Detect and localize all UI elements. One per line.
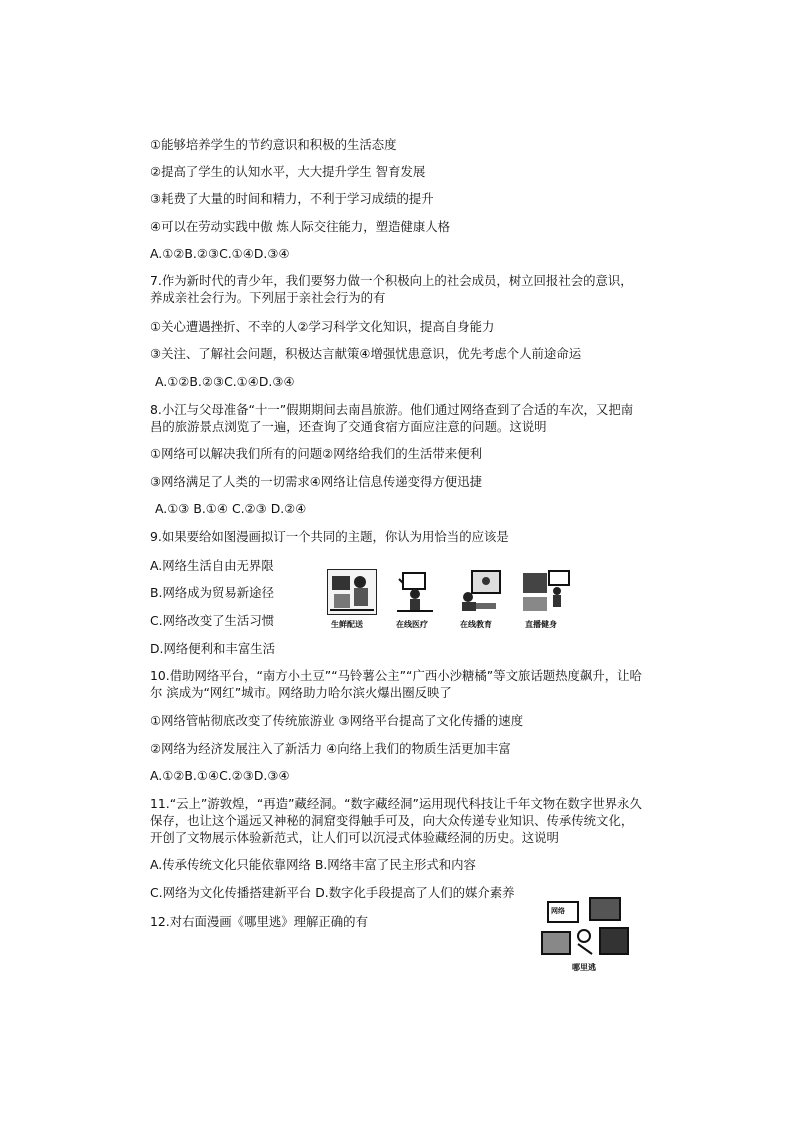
q11-options-ab: A.传承传统文化只能依靠网络 B.网络丰富了民主形式和内容 (150, 857, 476, 872)
q11-options-cd: C.网络为文化传播搭建新平台 D.数字化手段提高了人们的媒介素养 (150, 885, 515, 900)
q6-item-2: ②提高了学生的认知水平，大大提升学生 智育发展 (150, 164, 426, 179)
q10-item-2: ②网络为经济发展注入了新活力 ④向络上我们的物质生活更加丰富 (150, 741, 511, 756)
comic-panel-fresh-delivery (327, 569, 377, 615)
q8-options: A.①③ B.①④ C.②③ D.②④ (155, 501, 307, 516)
q9-option-a: A.网络生活自由无界限 (150, 558, 274, 573)
q10-options: A.①②B.①④C.②③D.③④ (150, 768, 290, 783)
fitness-illustration (521, 569, 571, 613)
q7-item-1: ①关心遭遇挫折、不幸的人②学习科学文化知识，提高自身能力 (150, 319, 495, 334)
comic-panel-live-fitness (521, 569, 571, 613)
q8-stem: 8.小江与父母准备“十一”假期期间去南昌旅游。他们通过网络查到了合适的车次，又把南昌的旅游景点浏览了一遍，还查询了交通食宿方面应注意的问题。这说明 (150, 402, 634, 434)
q6-options: A.①②B.②③C.①④D.③④ (150, 246, 290, 261)
q10-item-1: ①网络管帖彻底改变了传统旅游业 ③网络平台提高了文化传播的速度 (150, 713, 524, 728)
q10-stem: 10.借助网络平台，“南方小土豆”“马铃薯公主”“广西小沙糖橘”等文旅话题热度飙升，让哈尔 滨成为“网红”城市。网络助力哈尔滨火爆出圈反映了 (150, 668, 642, 700)
delivery-illustration (328, 570, 376, 614)
q7-stem: 7.作为新时代的青少年，我们要努力做一个积极向上的社会成员，树立回报社会的意识，养成亲社会行为。下列屈于亲社会行为的有 (150, 273, 633, 305)
q9-option-c: C.网络改变了生活习惯 (150, 613, 275, 628)
q9-stem: 9.如果要给如图漫画拟订一个共同的主题，你认为用恰当的应该是 (150, 529, 509, 544)
comic-caption-3: 在线教育 (460, 620, 492, 629)
q9-option-b: B.网络成为贸易新途径 (150, 585, 274, 600)
q12-stem: 12.对右面漫画《哪里逃》理解正确的有 (150, 914, 368, 929)
comic-caption-1: 生鲜配送 (331, 620, 363, 629)
q6-item-1: ①能够培养学生的节约意识和积极的生活态度 (150, 137, 397, 152)
q8-item-1: ①网络可以解决我们所有的问题②网络给我们的生活带来便利 (150, 446, 482, 461)
q8-item-2: ③网络满足了人类的一切需求④网络让信息传递变得方便迅捷 (150, 474, 482, 489)
comic-panel-online-education (458, 569, 504, 613)
medical-illustration (393, 569, 437, 613)
q7-item-2: ③关注、了解社会问题，积极达言献策④增强忧患意识，优先考虑个人前途命运 (150, 346, 582, 361)
q9-option-d: D.网络便利和丰富生活 (150, 641, 275, 656)
q12-comic (538, 892, 632, 978)
comic-caption-4: 直播健身 (525, 620, 557, 629)
q7-options: A.①②B.②③C.①④D.③④ (155, 374, 295, 389)
q6-item-3: ③耗费了大量的时间和精力，不利于学习成绩的提升 (150, 191, 434, 206)
comic-panel-online-medical (393, 569, 437, 613)
q11-stem: 11.“云上”游敦煌，“再造”藏经洞。“数字藏经洞”运用现代科技让千年文物在数字世界永久保存，也让这个遥远又神秘的洞窟变得触手可及，向大众传递专业知识、传承传统文化，开创了文物展示体验新范式，让人们可以沉浸式体验藏经洞的历史。这说明 (150, 796, 642, 845)
comic-caption-escape: 哪里逃 (572, 963, 596, 972)
q6-item-4: ④可以在劳动实践中傲 炼人际交往能力，塑造健康人格 (150, 219, 451, 234)
comic-caption-2: 在线医疗 (396, 620, 428, 629)
comic-label-network: 网络 (551, 907, 565, 915)
education-illustration (458, 569, 504, 613)
